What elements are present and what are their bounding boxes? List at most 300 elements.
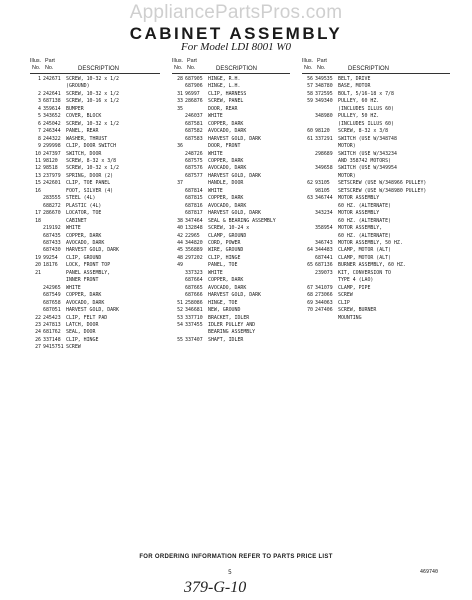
part-row [30, 329, 160, 336]
part-number: 349340 [315, 98, 333, 105]
part-description: WHITE [208, 269, 223, 276]
illus-number: 12 [35, 165, 41, 172]
part-number: 346743 [315, 239, 333, 246]
part-row [30, 307, 160, 314]
part-number: 246344 [43, 128, 61, 135]
part-description: BRACKET, IDLER [208, 314, 250, 321]
illus-number: 22 [35, 314, 41, 321]
part-description: BUMPER [66, 105, 84, 112]
part-number: 359614 [43, 105, 61, 112]
part-row [172, 255, 290, 262]
illus-number: 48 [177, 254, 183, 261]
illus-number: 23 [35, 321, 41, 328]
part-description: NEW, GROUND [208, 307, 241, 314]
part-number: 687817 [185, 210, 203, 217]
parts-list [302, 76, 450, 322]
part-description: CLAMP, PIPE [338, 284, 371, 291]
part-description: SWITCH (USE W/349954 [338, 165, 397, 172]
part-number: 283555 [43, 195, 61, 202]
part-row [30, 285, 160, 292]
part-description: SCREW [338, 292, 353, 299]
illus-number: 67 [307, 284, 313, 291]
illus-number: 20 [35, 262, 41, 269]
part-row [30, 218, 160, 225]
part-description: TYPE 4 (LAO) [338, 277, 374, 284]
part-row [30, 158, 160, 165]
part-row [172, 180, 290, 187]
part-description: BASE, MOTOR [338, 83, 371, 90]
part-row [172, 173, 290, 180]
part-row [30, 113, 160, 120]
header-no: No. [174, 65, 183, 71]
part-row [30, 173, 160, 180]
part-row [30, 195, 160, 202]
part-description: CABINET [66, 217, 87, 224]
part-number: 98518 [43, 165, 58, 172]
part-number: 687577 [185, 172, 203, 179]
part-row [30, 315, 160, 322]
part-row [302, 158, 450, 165]
part-row [172, 247, 290, 254]
part-description: BURNER ASSEMBLY, 60 HZ. [338, 262, 406, 269]
part-row [30, 337, 160, 344]
part-number: 349535 [315, 76, 333, 82]
part-number: 681762 [43, 329, 61, 336]
part-description: HINGE, R.H. [208, 76, 241, 82]
part-number: 299998 [43, 143, 61, 150]
part-number: 242671 [43, 76, 61, 82]
part-number: 348780 [315, 83, 333, 90]
illus-number: 4 [38, 105, 41, 112]
part-description: BOLT, 5/16-18 x 7/8 [338, 90, 394, 97]
illus-number: 51 [177, 299, 183, 306]
part-row [172, 151, 290, 158]
part-description: SHAFT, IDLER [208, 336, 244, 343]
part-number: 132848 [185, 225, 203, 232]
parts-column-1 [30, 58, 160, 352]
header-part: Part [187, 58, 197, 64]
part-description: AVOCADO, DARK [208, 284, 247, 291]
part-row [172, 165, 290, 172]
part-description: HARVEST GOLD, DARK [66, 307, 119, 314]
illus-number: 18 [35, 217, 41, 224]
illus-number: 16 [35, 187, 41, 194]
part-description: SCREW, 10-24 x [208, 225, 250, 232]
part-number: 687136 [315, 262, 333, 269]
parts-list [172, 76, 290, 344]
illus-number: 10 [35, 150, 41, 157]
illus-number: 63 [307, 195, 313, 202]
part-row [30, 136, 160, 143]
illus-number: 5 [38, 113, 41, 120]
part-row [30, 255, 160, 262]
part-number: 372595 [315, 90, 333, 97]
illus-number: 45 [177, 247, 183, 254]
part-row [30, 292, 160, 299]
part-description: MOTOR ASSEMBLY, [338, 225, 383, 232]
part-description: COPPER, DARK [208, 120, 244, 127]
header-description: DESCRIPTION [216, 66, 258, 72]
header-part: Part [45, 58, 55, 64]
part-number: 687664 [185, 277, 203, 284]
watermark: AppliancePartsPros.com [129, 2, 343, 23]
part-row [172, 136, 290, 143]
part-number: 346681 [185, 307, 203, 314]
part-row [302, 121, 450, 128]
part-description: CLIP, FELT PAD [66, 314, 108, 321]
part-number: 687906 [185, 83, 203, 90]
part-description: SCREW [66, 344, 81, 351]
part-description: HANDLE, DOOR [208, 180, 244, 187]
part-description: MOTOR ASSEMBLY [338, 195, 380, 202]
part-row [302, 285, 450, 292]
illus-number: 36 [177, 143, 183, 150]
part-description: SCREW, 10-32 x 1/2 [66, 120, 119, 127]
part-row [302, 106, 450, 113]
part-number: 247397 [43, 150, 61, 157]
part-row [302, 270, 450, 277]
parts-list [30, 76, 160, 352]
part-row [172, 91, 290, 98]
illus-number: 17 [35, 210, 41, 217]
part-description: PULLEY, 50 HZ. [338, 113, 380, 120]
illus-number: 1 [38, 76, 41, 82]
illus-number: 57 [307, 83, 313, 90]
part-number: 344820 [185, 239, 203, 246]
part-number: 99254 [43, 254, 58, 261]
illus-number: 62 [307, 180, 313, 187]
part-number: 246037 [185, 113, 203, 120]
part-number: 687581 [185, 120, 203, 127]
part-description: SCREW, BURNER [338, 307, 377, 314]
illus-number: 56 [307, 76, 313, 82]
illus-number: 8 [38, 135, 41, 142]
part-row [302, 76, 450, 83]
part-description: PANEL, REAR [66, 128, 99, 135]
part-description: WHITE [66, 225, 81, 232]
part-row [172, 113, 290, 120]
part-number: 298689 [315, 150, 333, 157]
part-row [30, 165, 160, 172]
part-number: 348980 [315, 113, 333, 120]
part-row [302, 83, 450, 90]
illus-number: 70 [307, 307, 313, 314]
part-description: HARVEST GOLD, DARK [208, 292, 261, 299]
part-row [30, 270, 160, 277]
part-description: STEEL (4L) [66, 195, 96, 202]
part-row [30, 188, 160, 195]
part-row [172, 277, 290, 284]
part-row [30, 344, 160, 351]
part-number: 347464 [185, 217, 203, 224]
part-row [302, 173, 450, 180]
part-number: 18176 [43, 262, 58, 269]
part-description: WHITE [208, 187, 223, 194]
illus-number: 44 [177, 239, 183, 246]
handwritten-note: 379-G-10 [184, 579, 247, 596]
part-number: 687138 [43, 98, 61, 105]
illus-number: 64 [307, 247, 313, 254]
part-description: COPPER, DARK [66, 232, 102, 239]
part-description: SCREW, 10-16 x 1/2 [66, 98, 119, 105]
part-description: SWITCH, DOOR [66, 150, 102, 157]
part-description: AVOCADO, DARK [208, 202, 247, 209]
part-row [302, 292, 450, 299]
illus-number: 69 [307, 299, 313, 306]
illus-number: 27 [35, 344, 41, 351]
column-header [30, 58, 160, 74]
part-description: LOCK, FRONT TOP [66, 262, 111, 269]
part-description: LATCH, DOOR [66, 321, 99, 328]
part-description: SETSCREW (USE W/348980 PULLEY) [338, 187, 427, 194]
part-number: 687816 [185, 202, 203, 209]
part-row [172, 76, 290, 83]
part-row [30, 300, 160, 307]
part-description: AVOCADO, DARK [208, 128, 247, 135]
illus-number: 33 [177, 98, 183, 105]
part-row [302, 165, 450, 172]
illus-number: 21 [35, 269, 41, 276]
part-row [302, 300, 450, 307]
part-number: 687583 [185, 135, 203, 142]
part-description: SCREW, 10-32 x 1/2 [66, 165, 119, 172]
part-number: 687665 [185, 284, 203, 291]
part-row [302, 307, 450, 314]
part-description: MOUNTING [338, 314, 362, 321]
illus-number: 61 [307, 135, 313, 142]
part-description: COPPER, DARK [208, 195, 244, 202]
part-row [172, 188, 290, 195]
illus-number: 49 [177, 262, 183, 269]
form-number: 469740 [420, 569, 439, 575]
part-description: SCREW, PANEL [208, 98, 244, 105]
part-description: BELT, DRIVE [338, 76, 371, 82]
part-row [302, 255, 450, 262]
part-description: MOTOR) [338, 172, 356, 179]
illus-number: 6 [38, 120, 41, 127]
part-description: PLASTIC (4L) [66, 202, 102, 209]
part-row [302, 262, 450, 269]
header-illus: Illus. [30, 58, 42, 64]
part-row [302, 151, 450, 158]
part-row [30, 262, 160, 269]
part-row [302, 240, 450, 247]
part-row [30, 91, 160, 98]
part-row [30, 277, 160, 284]
header-description: DESCRIPTION [348, 66, 390, 72]
part-row [302, 98, 450, 105]
part-row [172, 98, 290, 105]
part-row [302, 195, 450, 202]
ordering-info-note: FOR ORDERING INFORMATION REFER TO PARTS PRICE LIST [139, 554, 333, 560]
part-row [30, 210, 160, 217]
part-number: 687549 [43, 292, 61, 299]
part-row [172, 218, 290, 225]
part-number: 344063 [315, 299, 333, 306]
illus-number: 65 [307, 262, 313, 269]
part-row [30, 128, 160, 135]
part-description: BEARING ASSEMBLY [208, 329, 256, 336]
illus-number: 26 [35, 336, 41, 343]
part-description: COVER, BLOCK [66, 113, 102, 120]
part-description: WHITE [208, 113, 223, 120]
illus-number: 3 [38, 98, 41, 105]
illus-number: 68 [307, 292, 313, 299]
illus-number: 40 [177, 225, 183, 232]
part-row [172, 210, 290, 217]
header-part-no: No. [187, 65, 196, 71]
part-description: CLIP [338, 299, 350, 306]
header-no: No. [32, 65, 41, 71]
part-description: MOTOR ASSEMBLY [338, 210, 380, 217]
part-number: 237979 [43, 172, 61, 179]
illus-number: 15 [35, 180, 41, 187]
part-row [172, 121, 290, 128]
part-number: 341079 [315, 284, 333, 291]
part-description: CLAMP, MOTOR (ALT) [338, 254, 391, 261]
part-row [172, 158, 290, 165]
part-row [302, 113, 450, 120]
part-number: 286876 [185, 98, 203, 105]
part-number: 344483 [315, 247, 333, 254]
page-number: 5 [228, 569, 232, 576]
illus-number: 52 [177, 307, 183, 314]
part-number: 687441 [315, 254, 333, 261]
part-row [30, 106, 160, 113]
part-row [172, 337, 290, 344]
part-description: HARVEST GOLD, DARK [208, 135, 261, 142]
illus-number: 13 [35, 172, 41, 179]
part-row [172, 292, 290, 299]
part-description: COPPER, DARK [208, 277, 244, 284]
part-number: 337407 [185, 336, 203, 343]
part-description: SPRING, DOOR (2) [66, 172, 114, 179]
part-description: HARVEST GOLD, DARK [208, 210, 261, 217]
part-description: (INCLUDES ILLUS 60) [338, 120, 394, 127]
part-description: CLAMP, MOTOR (ALT) [338, 247, 391, 254]
part-row [172, 106, 290, 113]
illus-number: 28 [177, 76, 183, 82]
part-row [302, 203, 450, 210]
part-row [302, 188, 450, 195]
header-illus: Illus. [172, 58, 184, 64]
part-description: SCREW, 8-32 x 3/8 [66, 157, 117, 164]
part-description: 60 HZ. (ALTERNATE) [338, 232, 391, 239]
part-number: 286670 [43, 210, 61, 217]
part-row [172, 203, 290, 210]
part-description: SEAL & BEARING ASSEMBLY [208, 217, 276, 224]
part-number: 247813 [43, 321, 61, 328]
part-number: 242641 [43, 90, 61, 97]
part-number: 687815 [185, 195, 203, 202]
part-row [172, 240, 290, 247]
part-row [172, 315, 290, 322]
part-row [302, 315, 450, 322]
illus-number: 31 [177, 90, 183, 97]
part-description: (GROUND) [66, 83, 90, 90]
part-number: 687051 [43, 307, 61, 314]
header-part-no: No. [45, 65, 54, 71]
part-number: 337148 [43, 336, 61, 343]
part-description: LOCATOR, TOE [66, 210, 102, 217]
illus-number: 11 [35, 157, 41, 164]
column-header [302, 58, 450, 74]
part-row [172, 233, 290, 240]
part-number: 273066 [315, 292, 333, 299]
part-description: MOTOR ASSEMBLY, 50 HZ. [338, 239, 403, 246]
part-row [30, 247, 160, 254]
part-row [302, 247, 450, 254]
part-row [172, 285, 290, 292]
part-number: 358954 [315, 225, 333, 232]
part-row [30, 240, 160, 247]
part-number: 349658 [315, 165, 333, 172]
part-description: CLIP, DOOR SWITCH [66, 143, 117, 150]
illus-number: 53 [177, 314, 183, 321]
illus-number: 7 [38, 128, 41, 135]
part-number: 247406 [315, 307, 333, 314]
header-description: DESCRIPTION [78, 66, 120, 72]
part-description: FOOT, SILVER (4) [66, 187, 114, 194]
part-description: SWITCH (USE W/343234 [338, 150, 397, 157]
part-description: CLAMP, GROUND [208, 232, 247, 239]
part-description: HINGE, TOE [208, 299, 238, 306]
part-row [172, 329, 290, 336]
header-part: Part [317, 58, 327, 64]
part-number: 343234 [315, 210, 333, 217]
part-number: 337291 [315, 135, 333, 142]
part-description: CLIP, GROUND [66, 254, 102, 261]
part-description: WHITE [208, 150, 223, 157]
part-number: 346744 [315, 195, 333, 202]
illus-number: 37 [177, 180, 183, 187]
part-row [30, 225, 160, 232]
part-number: 297202 [185, 254, 203, 261]
parts-column-2 [172, 58, 290, 344]
part-number: 242601 [43, 180, 61, 187]
part-number: 22965 [185, 232, 200, 239]
part-row [302, 136, 450, 143]
part-description: WIRE, GROUND [208, 247, 244, 254]
part-row [172, 83, 290, 90]
part-description: CLIP, HARNESS [208, 90, 247, 97]
illus-number: 42 [177, 232, 183, 239]
part-row [30, 143, 160, 150]
part-number: 98105 [315, 187, 330, 194]
part-row [172, 270, 290, 277]
part-number: 98120 [43, 157, 58, 164]
part-number: 244322 [43, 135, 61, 142]
part-description: CLIP, HINGE [66, 336, 99, 343]
part-row [30, 233, 160, 240]
part-row [30, 76, 160, 83]
page-title: CABINET ASSEMBLY [129, 24, 343, 43]
part-row [302, 143, 450, 150]
illus-number: 9 [38, 143, 41, 150]
part-description: PANEL ASSEMBLY, [66, 269, 111, 276]
illus-number: 2 [38, 90, 41, 97]
illus-number: 58 [307, 90, 313, 97]
part-row [302, 180, 450, 187]
part-row [30, 151, 160, 158]
part-row [302, 210, 450, 217]
illus-number: 60 [307, 128, 313, 135]
part-number: 337710 [185, 314, 203, 321]
part-row [30, 83, 160, 90]
part-number: 242965 [43, 284, 61, 291]
part-description: SCREW, 10-32 x 1/2 [66, 76, 119, 82]
part-description: SCREW, 10-32 x 1/2 [66, 90, 119, 97]
